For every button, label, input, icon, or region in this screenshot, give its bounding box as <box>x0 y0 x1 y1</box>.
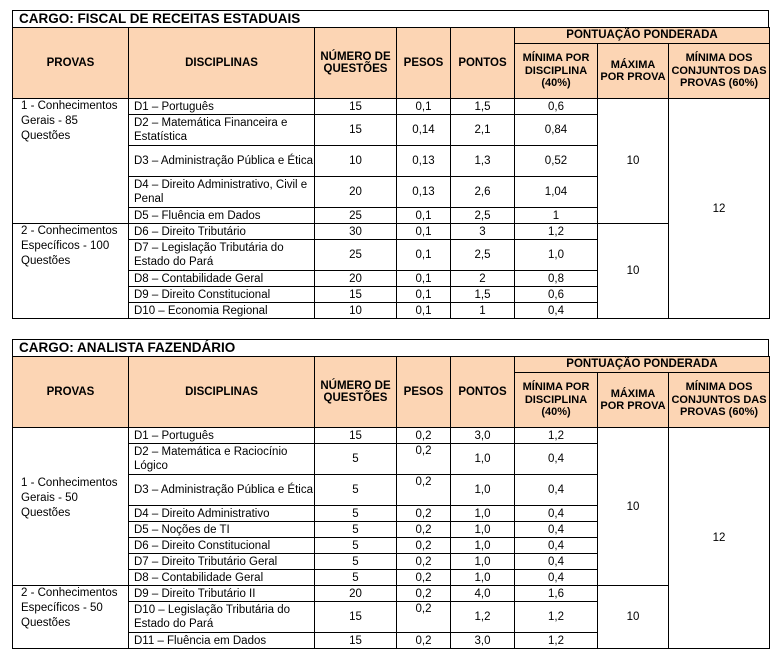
disciplina-cell: D5 – Fluência em Dados <box>129 208 315 224</box>
cargo-title: CARGO: FISCAL DE RECEITAS ESTADUAIS <box>12 10 769 27</box>
peso-cell: 0,1 <box>397 208 451 224</box>
numero-cell: 15 <box>315 602 397 633</box>
header-provas: PROVAS <box>13 357 129 428</box>
disciplina-cell: D6 – Direito Tributário <box>129 224 315 240</box>
prova-group-label: 2 - Conhecimentos Específicos - 100 Questões <box>13 224 129 319</box>
disciplina-cell: D9 – Direito Tributário II <box>129 586 315 602</box>
peso-cell: 0,1 <box>397 271 451 287</box>
table-row <box>13 224 770 240</box>
header-minima-conjuntos: MÍNIMA DOS CONJUNTOS DAS PROVAS (60%) <box>669 44 770 99</box>
minima-cell: 0,4 <box>515 570 598 586</box>
peso-cell: 0,2 <box>397 586 451 602</box>
disciplina-cell: D4 – Direito Administrativo <box>129 506 315 522</box>
header-pontos: PONTOS <box>451 28 515 99</box>
numero-cell: 5 <box>315 522 397 538</box>
peso-cell: 0,2 <box>397 538 451 554</box>
pontos-cell: 1,0 <box>451 538 515 554</box>
disciplina-cell: D2 – Matemática Financeira e Estatística <box>129 115 315 146</box>
numero-cell: 25 <box>315 208 397 224</box>
minima-cell: 0,8 <box>515 271 598 287</box>
table-row <box>13 428 770 444</box>
disciplina-cell: D11 – Fluência em Dados <box>129 633 315 649</box>
table-fiscal-receitas <box>12 10 769 319</box>
numero-cell: 5 <box>315 506 397 522</box>
pontos-cell: 2,5 <box>451 208 515 224</box>
maxima-cell: 10 <box>598 586 669 649</box>
peso-cell: 0,13 <box>397 177 451 208</box>
score-table <box>12 356 770 649</box>
peso-cell: 0,1 <box>397 224 451 240</box>
peso-cell: 0,2 <box>397 633 451 649</box>
disciplina-cell: D4 – Direito Administrativo, Civil e Penal <box>129 177 315 208</box>
peso-cell: 0,2 <box>397 506 451 522</box>
peso-cell: 0,1 <box>397 99 451 115</box>
numero-cell: 5 <box>315 475 397 506</box>
disciplina-cell: D8 – Contabilidade Geral <box>129 570 315 586</box>
numero-cell: 30 <box>315 224 397 240</box>
table-row <box>13 99 770 115</box>
pontos-cell: 2 <box>451 271 515 287</box>
pontos-cell: 3,0 <box>451 428 515 444</box>
maxima-cell: 10 <box>598 99 669 224</box>
header-maxima-prova: MÁXIMA POR PROVA <box>598 373 669 428</box>
numero-cell: 15 <box>315 633 397 649</box>
minima-cell: 1,2 <box>515 224 598 240</box>
maxima-cell: 10 <box>598 428 669 586</box>
header-pesos: PESOS <box>397 357 451 428</box>
pontos-cell: 1,0 <box>451 475 515 506</box>
pontos-cell: 1 <box>451 303 515 319</box>
minima-cell: 1,6 <box>515 586 598 602</box>
pontos-cell: 4,0 <box>451 586 515 602</box>
minima-cell: 0,6 <box>515 287 598 303</box>
header-minima-disciplina: MÍNIMA POR DISCIPLINA (40%) <box>515 44 598 99</box>
header-pontuacao-ponderada: PONTUAÇÃO PONDERADA <box>515 28 770 44</box>
numero-cell: 15 <box>315 428 397 444</box>
peso-cell: 0,2 <box>397 428 451 444</box>
pontos-cell: 1,3 <box>451 146 515 177</box>
peso-cell: 0,13 <box>397 146 451 177</box>
disciplina-cell: D8 – Contabilidade Geral <box>129 271 315 287</box>
pontos-cell: 2,1 <box>451 115 515 146</box>
pontos-cell: 1,5 <box>451 287 515 303</box>
header-numero-questoes: NÚMERO DE QUESTÕES <box>315 28 397 99</box>
minima-cell: 0,52 <box>515 146 598 177</box>
numero-cell: 5 <box>315 554 397 570</box>
header-provas: PROVAS <box>13 28 129 99</box>
disciplina-cell: D10 – Legislação Tributária do Estado do Pará <box>129 602 315 633</box>
disciplina-cell: D7 – Direito Tributário Geral <box>129 554 315 570</box>
disciplina-cell: D9 – Direito Constitucional <box>129 287 315 303</box>
pontos-cell: 2,6 <box>451 177 515 208</box>
header-pontos: PONTOS <box>451 357 515 428</box>
minima-cell: 1,2 <box>515 633 598 649</box>
peso-cell: 0,1 <box>397 303 451 319</box>
numero-cell: 15 <box>315 287 397 303</box>
minima-cell: 1 <box>515 208 598 224</box>
header-maxima-prova: MÁXIMA POR PROVA <box>598 44 669 99</box>
header-numero-questoes: NÚMERO DE QUESTÕES <box>315 357 397 428</box>
pontos-cell: 1,0 <box>451 506 515 522</box>
pontos-cell: 1,5 <box>451 99 515 115</box>
peso-cell: 0,2 <box>397 522 451 538</box>
numero-cell: 15 <box>315 115 397 146</box>
minima-cell: 0,4 <box>515 303 598 319</box>
prova-group-label <box>13 428 129 586</box>
disciplina-cell: D5 – Noções de TI <box>129 522 315 538</box>
minima-cell: 1,2 <box>515 602 598 633</box>
minima-cell: 1,0 <box>515 240 598 271</box>
peso-cell: 0,2 <box>397 554 451 570</box>
numero-cell: 5 <box>315 538 397 554</box>
minima-cell: 0,4 <box>515 538 598 554</box>
header-disciplinas: DISCIPLINAS <box>129 357 315 428</box>
peso-cell: 0,1 <box>397 240 451 271</box>
numero-cell: 20 <box>315 177 397 208</box>
disciplina-cell: D3 – Administração Pública e Ética <box>129 475 315 506</box>
disciplina-cell: D2 – Matemática e Raciocínio Lógico <box>129 444 315 475</box>
disciplina-cell: D10 – Economia Regional <box>129 303 315 319</box>
table-row <box>13 586 770 602</box>
pontos-cell: 1,0 <box>451 570 515 586</box>
minima-cell: 0,4 <box>515 554 598 570</box>
minima-conjuntos-cell: 12 <box>669 428 770 649</box>
minima-cell: 1,2 <box>515 428 598 444</box>
peso-cell: 0,14 <box>397 115 451 146</box>
minima-cell: 0,6 <box>515 99 598 115</box>
peso-cell: 0,2 <box>397 602 451 633</box>
numero-cell: 5 <box>315 570 397 586</box>
score-table <box>12 27 770 319</box>
header-minima-disciplina: MÍNIMA POR DISCIPLINA (40%) <box>515 373 598 428</box>
table-analista-fazendario <box>12 339 769 649</box>
minima-cell: 0,4 <box>515 522 598 538</box>
disciplina-cell: D6 – Direito Constitucional <box>129 538 315 554</box>
pontos-cell: 1,0 <box>451 554 515 570</box>
prova-group-text: 1 - Conhecimentos Gerais - 50 Questões <box>21 477 118 519</box>
prova-group-label: 2 - Conhecimentos Específicos - 50 Questões <box>13 586 129 649</box>
cargo-title: CARGO: ANALISTA FAZENDÁRIO <box>12 339 769 356</box>
numero-cell: 25 <box>315 240 397 271</box>
header-minima-conjuntos: MÍNIMA DOS CONJUNTOS DAS PROVAS (60%) <box>669 373 770 428</box>
header-pesos: PESOS <box>397 28 451 99</box>
peso-cell: 0,1 <box>397 287 451 303</box>
pontos-cell: 1,0 <box>451 444 515 475</box>
numero-cell: 15 <box>315 99 397 115</box>
pontos-cell: 1,0 <box>451 522 515 538</box>
minima-cell: 1,04 <box>515 177 598 208</box>
prova-group-label: 1 - Conhecimentos Gerais - 85 Questões <box>13 99 129 224</box>
numero-cell: 5 <box>315 444 397 475</box>
header-pontuacao-ponderada: PONTUAÇÃO PONDERADA <box>515 357 770 373</box>
pontos-cell: 2,5 <box>451 240 515 271</box>
peso-cell: 0,2 <box>397 570 451 586</box>
numero-cell: 10 <box>315 303 397 319</box>
numero-cell: 10 <box>315 146 397 177</box>
disciplina-cell: D7 – Legislação Tributária do Estado do Pará <box>129 240 315 271</box>
minima-cell: 0,4 <box>515 444 598 475</box>
numero-cell: 20 <box>315 586 397 602</box>
peso-cell: 0,2 <box>397 444 451 475</box>
pontos-cell: 3,0 <box>451 633 515 649</box>
pontos-cell: 3 <box>451 224 515 240</box>
minima-conjuntos-cell: 12 <box>669 99 770 319</box>
disciplina-cell: D1 – Português <box>129 99 315 115</box>
disciplina-cell: D1 – Português <box>129 428 315 444</box>
maxima-cell: 10 <box>598 224 669 319</box>
minima-cell: 0,4 <box>515 475 598 506</box>
numero-cell: 20 <box>315 271 397 287</box>
disciplina-cell: D3 – Administração Pública e Ética <box>129 146 315 177</box>
pontos-cell: 1,2 <box>451 602 515 633</box>
header-disciplinas: DISCIPLINAS <box>129 28 315 99</box>
minima-cell: 0,4 <box>515 506 598 522</box>
minima-cell: 0,84 <box>515 115 598 146</box>
peso-cell: 0,2 <box>397 475 451 506</box>
